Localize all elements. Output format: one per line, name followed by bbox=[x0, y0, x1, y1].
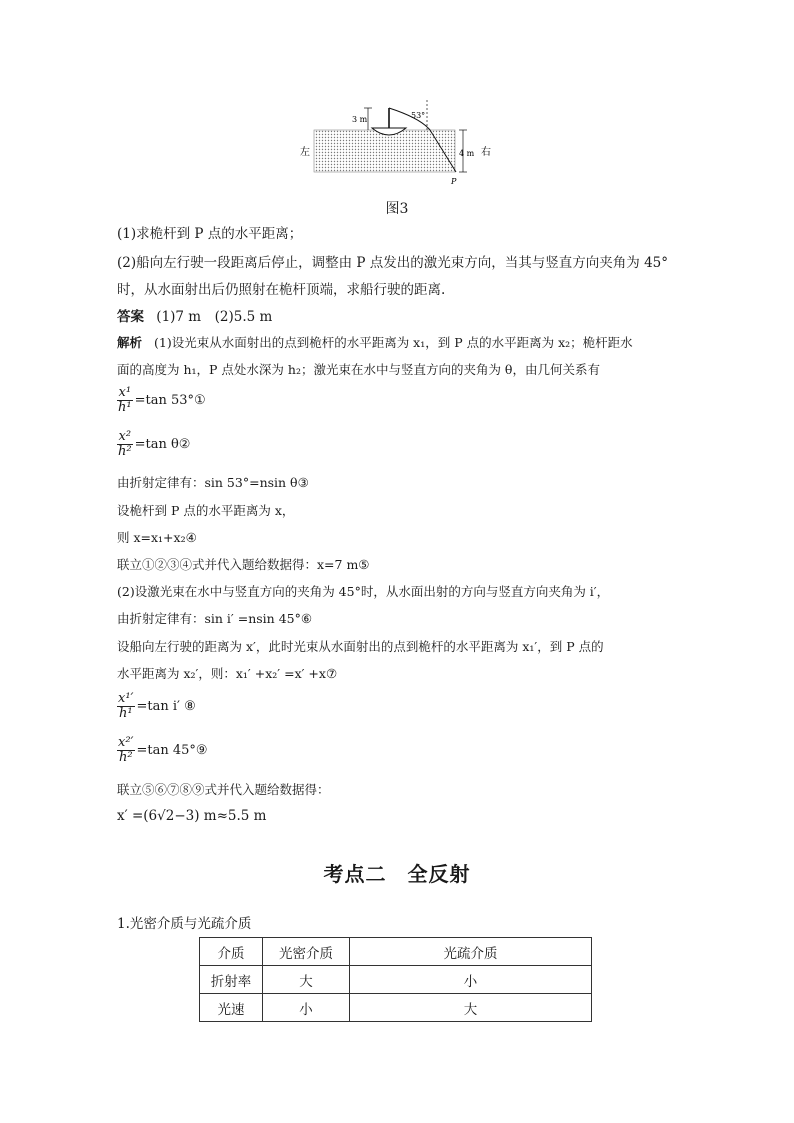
figure-caption: 图3 bbox=[385, 201, 409, 217]
answer-label: 答案 bbox=[117, 309, 144, 325]
label-right: 右 bbox=[481, 147, 491, 158]
table-cell: 大 bbox=[350, 994, 592, 1022]
solution-label: 解析 bbox=[117, 335, 143, 350]
table-row bbox=[200, 966, 592, 994]
solution-line-9: 设船向左行驶的距离为 x′，此时光束从水面射出的点到桅杆的水平距离为 x₁′，到 P 点的 bbox=[117, 639, 604, 654]
table-cell: 大 bbox=[263, 966, 350, 994]
answer-text: (1)7 m (2)5.5 m bbox=[156, 309, 273, 325]
solution-line-5: 则 x=x₁+x₂④ bbox=[117, 530, 197, 545]
solution-line-7: (2)设激光束在水中与竖直方向的夹角为 45°时，从水面出射的方向与竖直方向夹角为 i′， bbox=[117, 584, 610, 599]
eq8-rhs: =tan i′ ⑧ bbox=[136, 699, 196, 714]
solution-line-8: 由折射定律有：sin i′ =nsin 45°⑥ bbox=[117, 611, 313, 626]
equation-2 bbox=[117, 430, 190, 459]
solution-line-2: 面的高度为 h₁，P 点处水深为 h₂；激光束在水中与竖直方向的夹角为 θ，由几何关系有 bbox=[117, 362, 600, 377]
table-row bbox=[200, 994, 592, 1022]
eq2-numerator: x² bbox=[118, 429, 132, 444]
table-header-cell: 介质 bbox=[200, 938, 263, 966]
label-left: 左 bbox=[300, 147, 310, 158]
solution-line-12: x′ =(6√2−3) m≈5.5 m bbox=[117, 808, 267, 824]
solution-text-1: (1)设光束从水面射出的点到桅杆的水平距离为 x₁，到 P 点的水平距离为 x₂；桅杆距水 bbox=[154, 335, 633, 350]
solution-line-4: 设桅杆到 P 点的水平距离为 x， bbox=[117, 503, 295, 518]
eq1-denominator: h¹ bbox=[118, 400, 132, 415]
diagram-svg bbox=[300, 100, 500, 186]
solution-line-6: 联立①②③④式并代入题给数据得：x=7 m⑤ bbox=[117, 557, 370, 572]
eq1-numerator: x¹ bbox=[118, 385, 132, 400]
figure-3-diagram bbox=[300, 100, 500, 186]
section-subheading: 1.光密介质与光疏介质 bbox=[117, 916, 252, 932]
answer-line bbox=[117, 307, 272, 327]
media-table bbox=[199, 937, 592, 1022]
solution-line-10: 水平距离为 x₂′，则：x₁′ +x₂′ =x′ +x⑦ bbox=[117, 666, 338, 681]
table-header-row bbox=[200, 938, 592, 966]
label-53-degrees: 53° bbox=[411, 111, 426, 120]
solution-line-11: 联立⑤⑥⑦⑧⑨式并代入题给数据得： bbox=[117, 782, 330, 797]
equation-9 bbox=[117, 736, 208, 765]
eq8-denominator: h¹ bbox=[118, 706, 133, 721]
question-2-line-1: (2)船向左行驶一段距离后停止，调整由 P 点发出的激光束方向，当其与竖直方向夹角为 45° bbox=[117, 255, 669, 271]
label-4m: 4 m bbox=[459, 149, 475, 158]
label-point-p: P bbox=[451, 177, 457, 186]
eq9-numerator: x²′ bbox=[118, 735, 134, 750]
eq8-numerator: x¹′ bbox=[118, 691, 134, 706]
label-3m: 3 m bbox=[352, 115, 368, 124]
table-cell: 光速 bbox=[200, 994, 263, 1022]
table-header-cell: 光疏介质 bbox=[350, 938, 592, 966]
solution-line-3: 由折射定律有：sin 53°=nsin θ③ bbox=[117, 475, 309, 490]
table-header-cell: 光密介质 bbox=[263, 938, 350, 966]
eq1-rhs: =tan 53°① bbox=[134, 393, 206, 408]
table-cell: 折射率 bbox=[200, 966, 263, 994]
eq9-denominator: h² bbox=[118, 750, 133, 765]
section-heading: 考点二 全反射 bbox=[323, 862, 471, 886]
table-cell: 小 bbox=[263, 994, 350, 1022]
table-cell: 小 bbox=[350, 966, 592, 994]
equation-1 bbox=[117, 386, 206, 415]
solution-line-1 bbox=[117, 333, 633, 353]
question-2-line-2: 时，从水面射出后仍照射在桅杆顶端，求船行驶的距离. bbox=[117, 282, 446, 298]
equation-8 bbox=[117, 692, 196, 721]
eq9-rhs: =tan 45°⑨ bbox=[136, 743, 208, 758]
eq2-rhs: =tan θ② bbox=[134, 437, 191, 452]
question-1: (1)求桅杆到 P 点的水平距离； bbox=[117, 226, 303, 242]
eq2-denominator: h² bbox=[118, 444, 132, 459]
